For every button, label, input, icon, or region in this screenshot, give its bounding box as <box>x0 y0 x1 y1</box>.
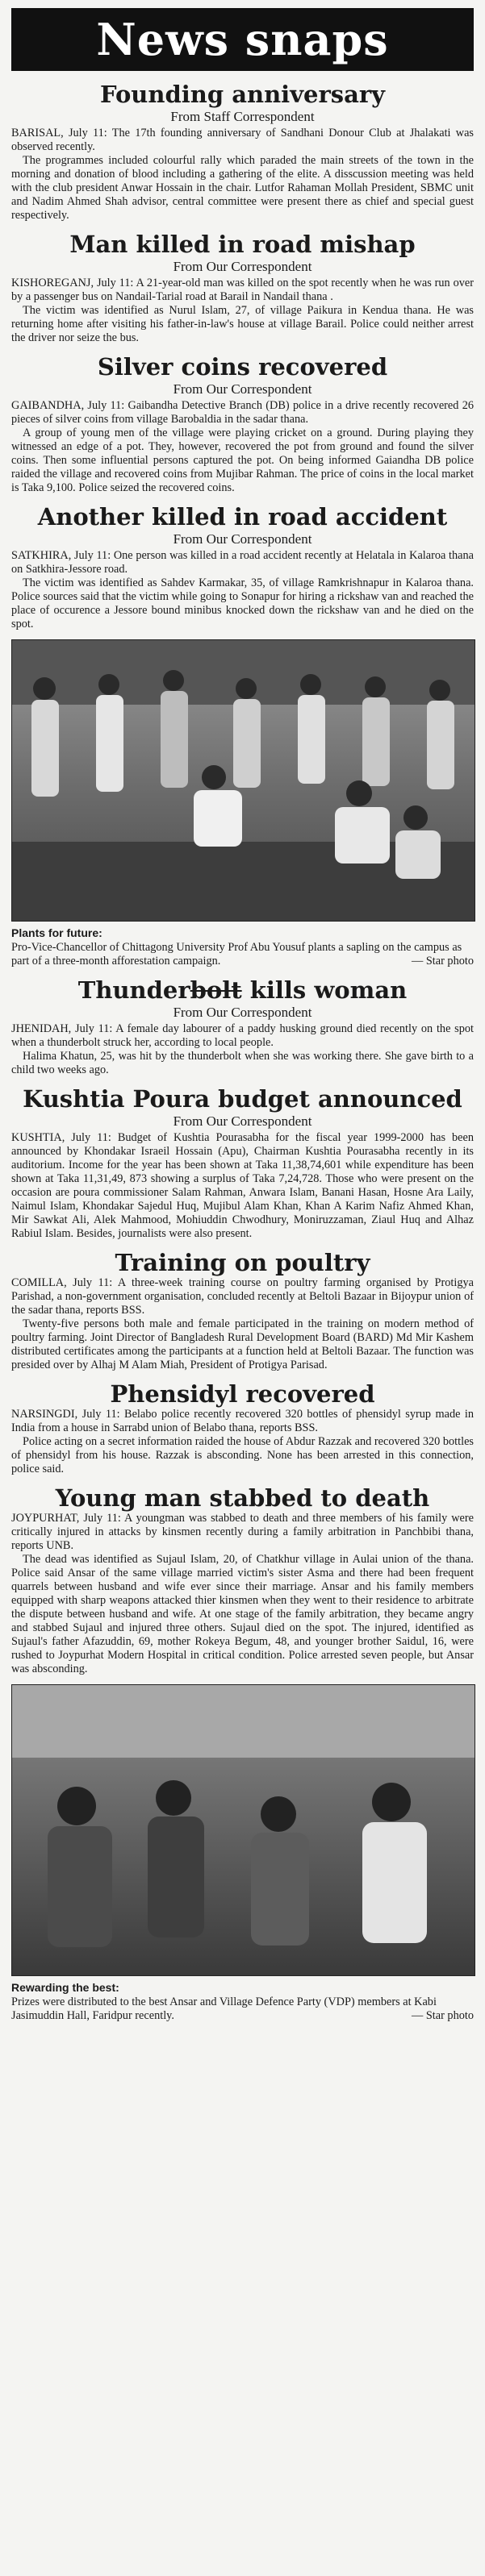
article-body <box>11 127 474 223</box>
article-body <box>11 1022 474 1077</box>
byline: From Our Correspondent <box>173 381 312 397</box>
byline: From Staff Correspondent <box>170 109 315 124</box>
paragraph: GAIBANDHA, July 11: Gaibandha Detective Branch (DB) police in a drive recently recovered 26 pieces of silver coins from village Barobaldia in the sadar thana. <box>11 399 474 426</box>
headline-part: Thunder <box>77 976 190 1004</box>
headline-strike: bolt <box>190 976 242 1004</box>
paragraph: The victim was identified as Nurul Islam, 27, of village Paikura in Kendua thana. He was returning home after visiting his father-in-law's house at village Barail. Police could neither arrest the driver nor seize the bus. <box>11 304 474 344</box>
paragraph: The victim was identified as Sahdev Karmakar, 35, of village Ramkrishnapur in Kalaroa thana. Police sources said that the victim while going to Sonapur for hiring a rickshaw van and reached the place of occurence a Jessore bound minibus knocked down the rickshaw van and he died on the spot. <box>11 576 474 630</box>
article-body <box>11 1131 474 1241</box>
byline: From Our Correspondent <box>173 531 312 547</box>
byline: From Our Correspondent <box>173 1113 312 1129</box>
article-poultry <box>11 1249 474 1372</box>
article-body <box>11 549 474 631</box>
caption-text: Pro-Vice-Chancellor of Chittagong University Prof Abu Yousuf plants a sapling on the campus as part of a three-month afforestation campaign. <box>11 941 462 968</box>
headline <box>11 976 474 1004</box>
paragraph: The programmes included colourful rally which paraded the main streets of the town in the morning and donation of blood including a gathering of the elite. A disscussion meeting was held with the club president Anwar Hossain in the chair. Lutfor Rahaman Mollah President, SBMC unit and Nadim Ahmed Shah advisor, central committee were present there as chief and special guest respectively. <box>11 154 474 222</box>
article-phensidyl <box>11 1380 474 1476</box>
paragraph: JOYPURHAT, July 11: A youngman was stabbed to death and three members of his family were critically injured in attacks by kinsmen recently during a family arbitration in Panchbibi thana, reports UNB. <box>11 1512 474 1552</box>
paragraph: JHENIDAH, July 11: A female day labourer of a paddy husking ground died recently on the spot when a thunderbolt struck her, according to local people. <box>11 1022 474 1049</box>
masthead: News snaps <box>11 8 474 71</box>
paragraph: COMILLA, July 11: A three-week training course on poultry farming organised by Protigya Parishad, a non-government organisation, concluded recently at Beltoli Bazaar in Bijoypur union of the sadar thana, reports BSS. <box>11 1276 474 1317</box>
article-mishap <box>11 231 474 345</box>
headline: Kushtia Poura budget announced <box>23 1085 462 1113</box>
photo-plants-image <box>12 640 475 921</box>
photo-plants-caption <box>11 926 474 968</box>
article-body <box>11 1408 474 1476</box>
article-founding <box>11 81 474 223</box>
headline: Founding anniversary <box>99 81 386 108</box>
article-kushtia <box>11 1085 474 1241</box>
headline: Phensidyl recovered <box>110 1380 375 1408</box>
article-silver <box>11 353 474 495</box>
byline: From Our Correspondent <box>173 1005 312 1020</box>
article-thunder <box>11 976 474 1077</box>
paragraph: SATKHIRA, July 11: One person was killed in a road accident recently at Helatala in Kalaroa thana on Satkhira-Jessore road. <box>11 549 474 576</box>
paragraph: The dead was identified as Sujaul Islam, 20, of Chatkhur village in Aulai union of the thana. Police said Ansar of the same village married victim's sister Asma and there had been frequent quarrels between husband and wife ever since their marriage. Ansar and his family members equipped with sharp weapons attacked thier kinsmen when they went to their residence to arbitrate the dispute between husband and wife. At one stage of the family arbitration, they became angry and stabbed Sujaul and injured three others. Sujaul died on the spot. The injured, identified as Sujaul's father Afazuddin, 69, mother Rokeya Begum, 48, and younger brother Saidul, 16, were rushed to Joypurhat Modern Hospital in critical condition. Police arrested seven people, but Ansar was absconding. <box>11 1553 474 1675</box>
caption-title: Rewarding the best: <box>11 1981 119 1994</box>
headline: Silver coins recovered <box>97 353 388 381</box>
headline-part: kills woman <box>241 976 408 1004</box>
paragraph: Halima Khatun, 25, was hit by the thunderbolt when she was working there. She gave birth to a child two weeks ago. <box>11 1050 474 1076</box>
paragraph: A group of young men of the village were playing cricket on a ground. During playing they witnessed an edge of a pot. They, however, recovered the pot from ground and found the silver coins. Then some influential persons captured the pot. On being informed Gaiandha DB police raided the village and recovered coins from Mujibar Rahman. The price of coins in the local market is Taka 9,100. Police seized the recovered coins. <box>11 427 474 494</box>
paragraph: KUSHTIA, July 11: Budget of Kushtia Pourasabha for the fiscal year 1999-2000 has been announced by Khondakar Israeil Hossain (Apu), Chairman Kushtia Pourasabha recently in its auditorium. Income for the year has been shown at Taka 11,38,74,601 while expenditure has been shown at Taka 11,31,49, 873 showing a surplus of Taka 7,24,728. Those who were present on the occasion are poura commissioner Salam Rahman, Anwara Islam, Banani Hasan, Hosne Ara Laily, Naimul Islam, Khondakar Sajedul Huq, Mujibul Alam Khan, Khan A Karim Nafiz Ahmed Khan, Mir Sawkat Ali, Alek Mahmood, Mohiuddin Chwodhury, Moniruzzaman, Ziaul Huq and Alhaz Rabiul Islam. Besides, journalists were also present. <box>11 1131 474 1240</box>
paragraph: NARSINGDI, July 11: Belabo police recently recovered 320 bottles of phensidyl syrup made in India from a house in Sarrabd union of Belabo thana, reports BSS. <box>11 1408 474 1434</box>
headline: Young man stabbed to death <box>55 1484 430 1512</box>
caption-text: Prizes were distributed to the best Ansar and Village Defence Party (VDP) members at Kabi Jasimuddin Hall, Faridpur recently. <box>11 1995 437 2022</box>
article-body <box>11 1512 474 1676</box>
article-body <box>11 277 474 345</box>
photo-credit: — Star photo <box>411 955 474 968</box>
paragraph: KISHOREGANJ, July 11: A 21-year-old man was killed on the spot recently when he was run over by a passenger bus on Nandail-Tarial road at Barail in Nandail thana . <box>11 277 474 303</box>
headline: Training on poultry <box>115 1249 370 1276</box>
photo-plants <box>11 639 475 922</box>
paragraph: BARISAL, July 11: The 17th founding anniversary of Sandhani Donour Club at Jhalakati was observed recently. <box>11 127 474 153</box>
photo-rewarding-caption <box>11 1981 474 2023</box>
photo-credit: — Star photo <box>411 2009 474 2022</box>
paragraph: Twenty-five persons both male and female participated in the training on modern method of poultry farming. Joint Director of Bangladesh Rural Development Board (BARD) Md Mir Kashem distributed certificates among the participants at a function held at Beltoli Bazaar. The function was presided over by Alhaj M Alam Miah, President of Protigya Parisad. <box>11 1317 474 1371</box>
headline: Another killed in road accident <box>37 503 448 531</box>
photo-rewarding-image <box>12 1685 475 1975</box>
byline: From Our Correspondent <box>173 259 312 274</box>
headline: Man killed in road mishap <box>69 231 416 258</box>
photo-rewarding <box>11 1684 475 1976</box>
article-another <box>11 503 474 631</box>
paragraph: Police acting on a secret information raided the house of Abdur Razzak and recovered 320 bottles of phensidyl from his house. Razzak is absconding. None has been arrested in this connection, police said. <box>11 1435 474 1475</box>
article-body <box>11 399 474 495</box>
article-stabbed <box>11 1484 474 1676</box>
caption-title: Plants for future: <box>11 926 102 939</box>
article-body <box>11 1276 474 1372</box>
